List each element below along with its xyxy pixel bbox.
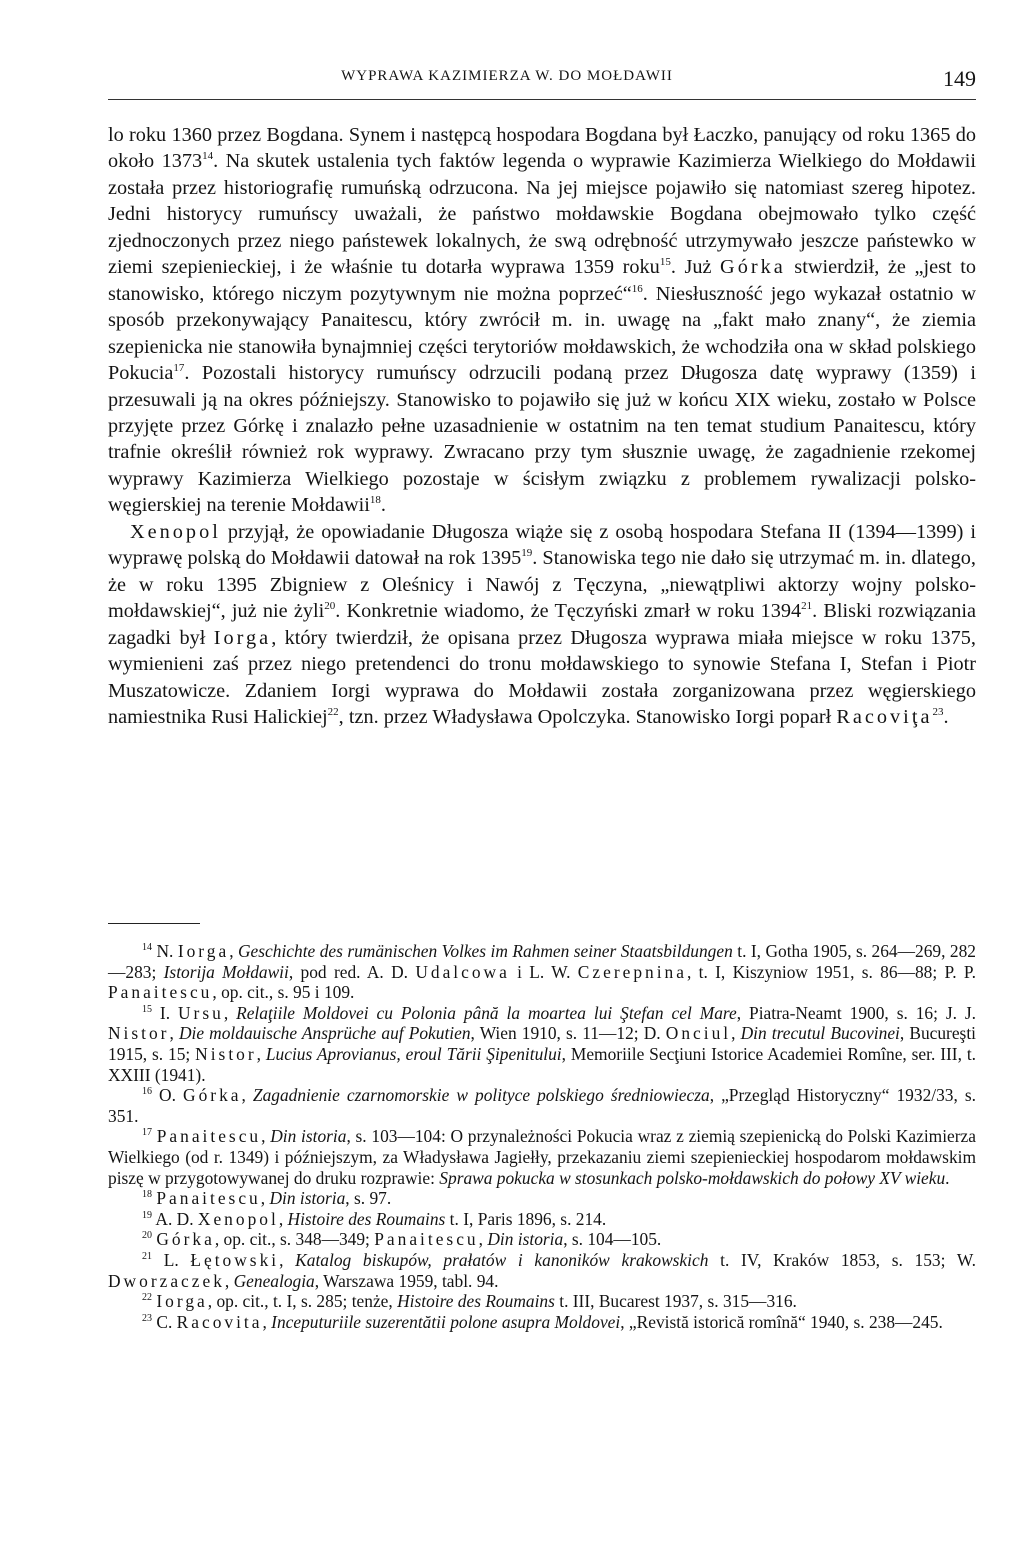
text-run: ,: [223, 1002, 237, 1023]
footnote-17: [108, 1126, 976, 1188]
text-run: .: [945, 1167, 950, 1188]
footnote-21: [108, 1250, 976, 1291]
work-title: Din trecutul Bucovinei: [740, 1023, 900, 1044]
text-run: ,: [256, 1043, 266, 1064]
text-run: , op. cit., s. 348—349;: [214, 1229, 375, 1250]
work-title: Genealogia: [233, 1270, 315, 1291]
text-run: . Już: [670, 256, 721, 279]
footnote-ref: 17: [173, 362, 185, 375]
footnote-14: [108, 941, 976, 1003]
footnote-ref: 18: [369, 494, 381, 507]
author-name: Panaitescu: [108, 982, 213, 1003]
work-title: Din istoria: [270, 1126, 347, 1147]
author-name: Ursu: [177, 1002, 224, 1023]
running-header: [108, 62, 976, 94]
footnote-ref: 20: [324, 600, 336, 613]
work-title: Istorija Mołdawii: [163, 961, 289, 982]
text-run: , tzn. przez Władysława Opolczyka. Stanowisko Iorgi poparł: [338, 705, 837, 728]
footnote-ref: 14: [202, 150, 214, 163]
text-run: . Na skutek ustalenia tych faktów legenda o wyprawie Kazimierza Wielkiego do Mołdawii została przez historiografię rumuńską odrzucona. Na jej miejsce pojawiło się natomiast szereg hipotez. Jedni historycy rumuńscy uważali, że państwo mołdawskie Bogdana obejmowało tylko część zjednoczonych przez niego państewek lokalnych, że swą odrębność utrzymywało jeszcze państewko w ziemi szepienieckiej, i że właśnie tu dotarła wyprawa 1359 roku: [108, 150, 976, 279]
footnotes: [108, 941, 976, 1332]
footnote-22: [108, 1291, 976, 1312]
author-name: Panaitescu: [374, 1229, 479, 1250]
text-run: przyjął, że opowiadanie Długosza wiąże się z osobą hospodara Stefana II (1394—1399) i wyprawę polską do Mołdawii datował na rok 1395: [108, 520, 976, 570]
text-run: ,: [279, 1249, 296, 1270]
author-name: Udalcowa: [415, 961, 510, 982]
text-run: t. I, Gotha 1905, s. 264—269, 282—283;: [108, 941, 976, 982]
text-run: , t. I, Kiszyniow 1951, s. 86—88; P. P.: [686, 961, 977, 982]
author-name: Nistor: [195, 1043, 257, 1064]
text-run: . Pozostali historycy rumuńscy odrzucili podaną przez Długosza datę wyprawy (1359) i przesuwali ją na okres późniejszy. Stanowisko to pojawiło się już w końcu XIX wieku, zostało w Polsce przyjęte przez Górkę i znalazło pełne uzasadnienie w ostatnim na ten temat studium Panaitescu, który trafnie określił również rok wyprawy. Zwracano przy tym słusznie uwagę, że zagadnienie rzekomej wyprawy Kazimierza Wielkiego pozostaje w ścisłym związku z problemem rywalizacji polsko-węgierskiej na terenie Mołdawii: [108, 362, 976, 517]
text-run: A. D.: [152, 1208, 198, 1229]
paragraph-1: [108, 122, 976, 519]
text-run: ,: [731, 1023, 741, 1044]
author-name: Łętowski: [190, 1249, 280, 1270]
author-name: Iorga: [213, 626, 272, 649]
text-run: .: [943, 705, 949, 728]
author-name: Racovita: [176, 1311, 263, 1332]
text-run: L.: [152, 1249, 191, 1270]
footnote-ref: 19: [521, 547, 533, 560]
work-title: Din istoria: [487, 1229, 564, 1250]
text-run: ,: [169, 1023, 179, 1044]
text-run: , Bucureşti 1915, s. 15;: [108, 1023, 976, 1064]
text-run: ,: [229, 941, 238, 961]
footnote-16: [108, 1085, 976, 1126]
text-run: t. I, Paris 1896, s. 214.: [445, 1208, 607, 1229]
author-name: Xenopol: [197, 1208, 279, 1229]
footnote-number: 21: [142, 1250, 152, 1262]
author-name: Górka: [183, 1085, 242, 1106]
text-run: , Warszawa 1959, tabl. 94.: [314, 1270, 499, 1291]
text-run: ,: [262, 1311, 272, 1332]
author-name: Dworzaczek: [108, 1270, 225, 1291]
footnote-number: 23: [142, 1312, 152, 1324]
text-run: . Konkretnie wiadomo, że Tęczyński zmarł w roku 1394: [335, 600, 802, 623]
author-name: Nistor: [108, 1023, 170, 1044]
footnote-number: 17: [142, 1127, 152, 1139]
work-title: Lucius Aprovianus, eroul Tării Şipenitului: [265, 1043, 562, 1064]
footnote-ref: 22: [327, 705, 339, 718]
text-run: , s. 103—104: O przynależności Pokucia wraz z ziemią szepienicką do Polski Kazimierza Wielkiego (od r. 1349) i późniejszym, za Władysława Jagiełły, przekazaniu ziemi szepienieckiej hospodarom mołdawskim piszę w przygotowywanej do druku rozprawie:: [108, 1126, 976, 1188]
author-name: Czerepnina: [577, 961, 687, 982]
work-title: Histoire des Roumains: [397, 1291, 555, 1312]
footnote-15: [108, 1003, 976, 1085]
text-run: . Stanowiska tego nie dało się utrzymać m. in. dlatego, że w roku 1395 Zbigniew z Oleśnicy i Nawój z Tęczyna, „niewątpliwi aktorzy wojny polsko-mołdawskiej“, już nie żyli: [108, 547, 976, 623]
text-run: , pod red. A. D.: [288, 961, 416, 982]
header-rule: [108, 99, 976, 100]
footnote-rule: [108, 923, 200, 924]
text-run: N.: [152, 941, 178, 961]
work-title: Relaţiile Moldovei cu Polonia până la moartea lui Ştefan cel Mare: [236, 1002, 737, 1023]
text-run: C.: [152, 1311, 177, 1332]
text-run: . Bliski rozwiązania zagadki był: [108, 600, 976, 649]
main-text: [108, 122, 976, 730]
footnote-number: 16: [142, 1086, 152, 1098]
footnote-ref: 21: [801, 600, 813, 613]
text-run: , który twierdził, że opisana przez Długosza wyprawa miała miejsce w roku 1375, wymienieni zaś przez niego pretendenci do tronu mołdawskiego to synowie Stefana I, Stefan i Piotr Muszatowicze. Zdaniem Iorgi wyprawa do Mołdawii została zorganizowana przez węgierskiego namiestnika Rusi Halickiej: [108, 626, 976, 728]
text-run: stwierdził, że „jest to stanowisko, którego niczym pozytywnym nie można poprzeć“: [108, 256, 976, 305]
text-run: , Wien 1910, s. 11—12; D.: [470, 1023, 666, 1044]
text-run: , op. cit., t. I, s. 285; tenże,: [207, 1291, 398, 1312]
running-title: WYPRAWA KAZIMIERZA W. DO MOŁDAWII: [341, 68, 673, 84]
text-run: t. IV, Kraków 1853, s. 153; W.: [708, 1249, 976, 1270]
text-run: ,: [224, 1270, 234, 1291]
footnote-19: [108, 1209, 976, 1230]
author-name: Górka: [156, 1229, 215, 1250]
text-run: , s. 104—105.: [563, 1229, 662, 1250]
footnote-18: [108, 1188, 976, 1209]
author-name: Górka: [720, 256, 786, 279]
author-name: Iorga: [156, 1291, 208, 1312]
footnote-number: 20: [142, 1230, 152, 1242]
text-run: ,: [260, 1188, 270, 1209]
text-run: ,: [261, 1126, 271, 1147]
work-title: Din istoria: [269, 1188, 346, 1209]
footnote-23: [108, 1312, 976, 1333]
author-name: Iorga: [177, 941, 230, 961]
text-run: t. III, Bucarest 1937, s. 315—316.: [554, 1291, 797, 1312]
footnote-ref: 23: [932, 705, 944, 718]
work-title: Inceputuriile suzerentătii polone asupra Moldovei: [271, 1311, 621, 1332]
work-title: Geschichte des rumänischen Volkes im Rahmen seiner Staatsbildungen: [238, 941, 733, 961]
footnote-ref: 15: [659, 256, 671, 269]
text-run: , Memoriile Secţiuni Istorice Academiei Romîne, ser. III, t. XXIII (1941).: [108, 1043, 977, 1085]
work-title: Sprawa pokucka w stosunkach polsko-mołdawskich do połowy XV wieku: [439, 1167, 946, 1188]
paragraph-2: [108, 519, 976, 731]
text-run: ,: [278, 1208, 288, 1229]
author-name: Xenopol: [130, 520, 221, 543]
text-run: ,: [241, 1085, 253, 1106]
work-title: Zagadnienie czarnomorskie w polityce polskiego średniowiecza: [252, 1085, 710, 1106]
text-run: I.: [152, 1002, 178, 1023]
text-run: , Piatra-Neamt 1900, s. 16; J. J.: [736, 1002, 977, 1023]
text-run: O.: [152, 1085, 184, 1106]
page-number: 149: [943, 66, 976, 91]
text-run: , „Revistă istorică romînă“ 1940, s. 238—245.: [620, 1311, 943, 1332]
footnote-number: 22: [142, 1292, 152, 1304]
footnote-20: [108, 1229, 976, 1250]
footnote-number: 19: [142, 1209, 152, 1221]
text-run: , op. cit., s. 95 i 109.: [212, 982, 355, 1003]
text-run: . Niesłuszność jego wykazał ostatnio w sposób przekonywający Panaitescu, który zwrócił m. in. uwagę na „fakt mało znany“, że ziemia szepienicka nie stanowiła bynajmniej części terytoriów mołdawskich, że wchodziła ona w skład polskiego Pokucia: [108, 282, 977, 385]
work-title: Die moldauische Ansprüche auf Pokutien: [178, 1023, 471, 1044]
footnote-number: 18: [142, 1189, 152, 1201]
text-run: i L. W.: [509, 961, 578, 982]
text-run: , s. 97.: [345, 1188, 392, 1209]
text-run: .: [380, 494, 386, 517]
author-name: Racoviţa: [836, 705, 933, 728]
footnote-number: 14: [142, 942, 152, 953]
author-name: Panaitescu: [156, 1188, 261, 1209]
text-run: lo roku 1360 przez Bogdana. Synem i następcą hospodara Bogdana był Łaczko, panujący od roku 1365 do około 1373: [108, 124, 976, 173]
work-title: Katalog biskupów, prałatów i kanoników krakowskich: [295, 1249, 709, 1270]
footnote-ref: 16: [631, 282, 643, 295]
author-name: Onciul: [665, 1023, 732, 1044]
footnote-number: 15: [142, 1003, 152, 1015]
text-run: , „Przegląd Historyczny“ 1932/33, s. 351.: [108, 1085, 977, 1126]
text-run: ,: [478, 1229, 488, 1250]
author-name: Panaitescu: [156, 1126, 262, 1147]
work-title: Histoire des Roumains: [287, 1208, 446, 1229]
